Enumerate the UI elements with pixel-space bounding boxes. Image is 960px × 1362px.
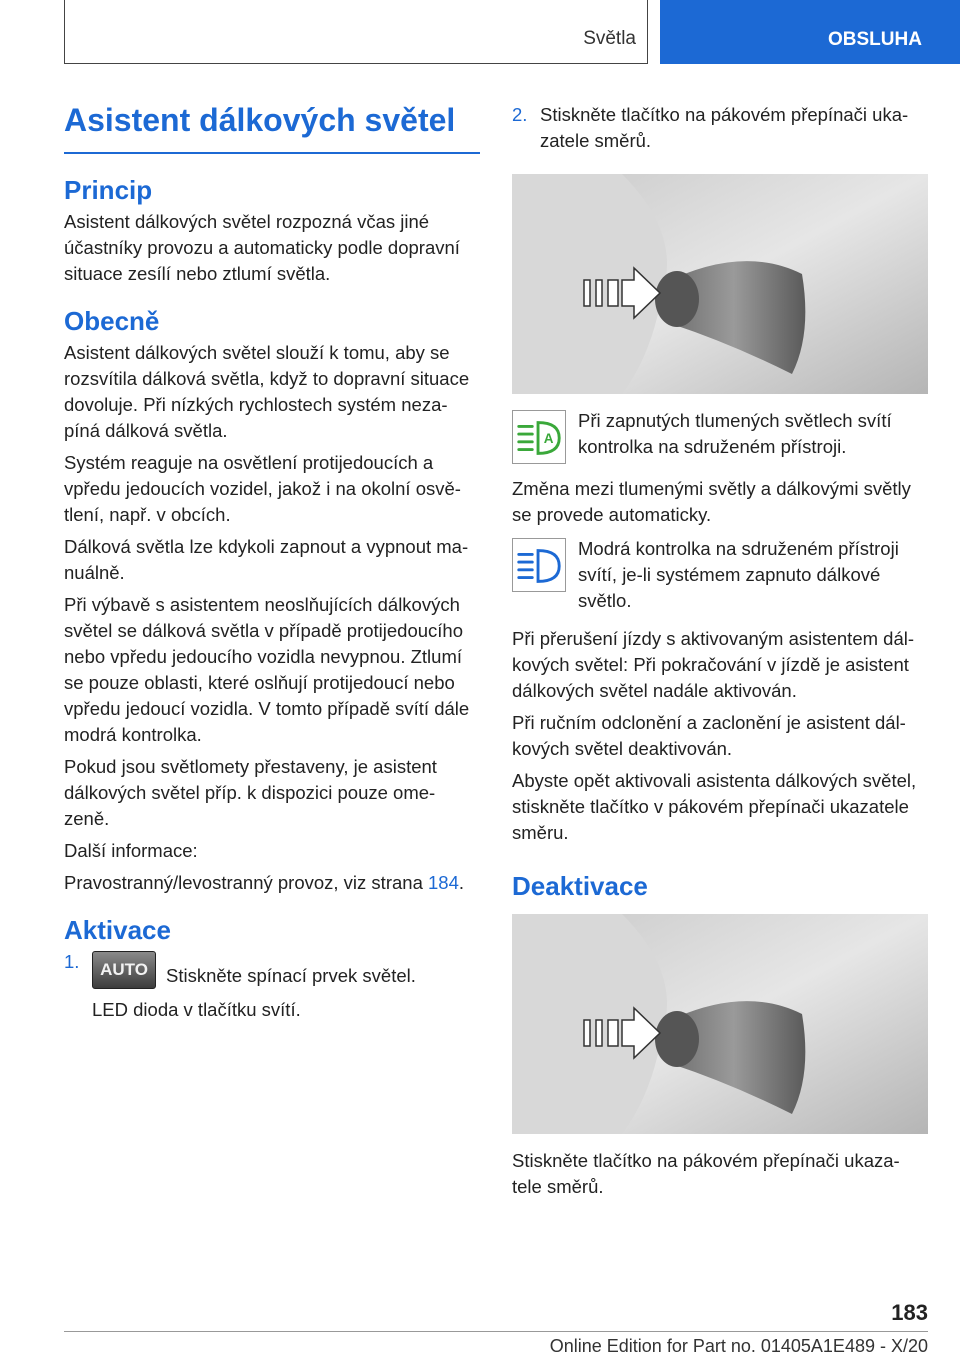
page-title: Asistent dálkových světel: [64, 100, 480, 154]
step-number: 1.: [64, 951, 80, 972]
indicator-2-text: Modrá kontrolka na sdruženém přístroji svítí, je-li systémem zapnuto dálkové světlo.: [578, 538, 899, 611]
heading-aktivace: Aktivace: [64, 915, 171, 945]
step-1-text: Stiskněte spínací prvek světel.: [166, 965, 416, 986]
right-paragraph: Stiskněte tlačítko na pákovém přepínači ukaza‐tele směrů.: [512, 1150, 900, 1197]
low-beam-assistant-indicator-icon: [512, 410, 566, 464]
obecne-paragraph: Při výbavě s asistentem neoslňujících dálkových světel se dálková světla v případě protijedoucího nebo vpředu jedoucího vozidla nevypnou. Ztlumí se pouze oblasti, které oslňují protijedoucí nebo vpředu jedoucí vozidla. V tomto případě svítí dále modrá kontrolka.: [64, 594, 470, 745]
left-column: [64, 100, 480, 1029]
step-1-subtext: LED dioda v tlačítku svítí.: [92, 999, 301, 1020]
page-link-184[interactable]: 184: [428, 872, 459, 893]
cross-reference: Pravostranný/levostranný provoz, viz strana 184.: [64, 872, 465, 893]
step-2: [512, 102, 928, 154]
right-paragraph: Abyste opět aktivovali asistenta dálkových světel, stiskněte tlačítko v pákovém přepínači ukazatele směru.: [512, 770, 917, 843]
right-paragraph: Při přerušení jízdy s aktivovaným asistentem dál‐kových světel: Při pokračování v jízdě je asistent dálkových světel nadále aktivován.: [512, 628, 915, 701]
step-2-text: Stiskněte tlačítko na pákovém přepínači uka‐zatele směrů.: [540, 104, 909, 151]
header-chapter-tab: OBSLUHA: [660, 0, 960, 64]
obecne-paragraph: Dálková světla lze kdykoli zapnout a vypnout ma‐nuálně.: [64, 536, 469, 583]
indicator-1-text: Při zapnutých tlumených světlech svítí kontrolka na sdruženém přístroji.: [578, 410, 892, 457]
svg-text:A: A: [543, 430, 554, 446]
heading-obecne: Obecně: [64, 306, 160, 336]
header-section: Světla: [583, 28, 636, 49]
turn-signal-lever-photo: [512, 174, 928, 394]
right-column: [512, 102, 928, 1206]
step-1: [64, 949, 480, 1023]
indicator-row-blue: [512, 536, 928, 614]
obecne-paragraph: Asistent dálkových světel slouží k tomu, aby se rozsvítila dálková světla, když to dopravní situace dovoluje. Při nízkých rychlostech systém neza‐píná dálková světla.: [64, 342, 470, 441]
footer-edition: Online Edition for Part no. 01405A1E489 - X/20: [549, 1336, 928, 1356]
obecne-paragraph: Pokud jsou světlomety přestaveny, je asistent dálkových světel příp. k dispozici pouze ome‐zeně.: [64, 756, 437, 829]
right-paragraph: Změna mezi tlumenými světly a dálkovými světly se provede automaticky.: [512, 478, 911, 525]
footer-divider: [64, 1331, 928, 1332]
right-paragraph: Při ručním odclonění a zaclonění je asistent dál‐kových světel deaktivován.: [512, 712, 906, 759]
step-number: 2.: [512, 104, 528, 125]
obecne-paragraph: Další informace:: [64, 840, 198, 861]
obecne-paragraph: Systém reaguje na osvětlení protijedoucích a vpředu jedoucích vozidel, jakož i na okolní osvě‐tlení, např. v obcích.: [64, 452, 461, 525]
page-number: 183: [891, 1300, 928, 1325]
high-beam-indicator-icon: [512, 538, 566, 592]
indicator-row-green: [512, 408, 928, 464]
princip-text: Asistent dálkových světel rozpozná včas jiné účastníky provozu a automaticky podle dopravní situace zesílí nebo ztlumí světla.: [64, 211, 460, 284]
heading-deaktivace: Deaktivace: [512, 871, 648, 901]
turn-signal-lever-photo-2: [512, 914, 928, 1134]
auto-button-icon: AUTO: [92, 951, 156, 989]
heading-princip: Princip: [64, 175, 153, 205]
